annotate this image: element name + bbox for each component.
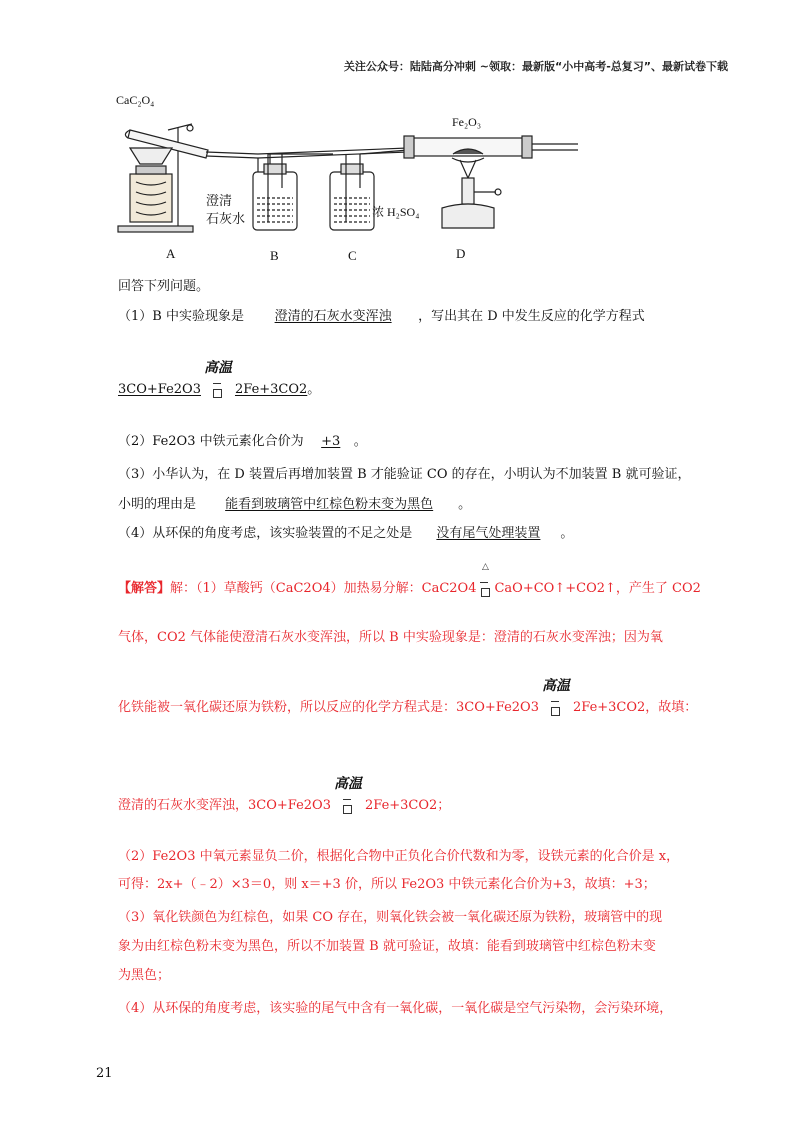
question-1 <box>118 305 645 324</box>
eq1-right: 2Fe+3CO2 <box>234 382 308 397</box>
label-a: A <box>166 246 176 261</box>
q2-end: 。 <box>353 434 367 449</box>
solution-line-8: 象为由红棕色粉末变为黑色，所以不加装置 B 就可验证，故填：能看到玻璃管中红棕色粉末变 <box>118 939 656 954</box>
solution-l1b: CaO+CO↑+CO2↑，产生了 CO2 <box>494 581 701 596</box>
eq1-end: 。 <box>307 382 321 397</box>
q3-answer: 能看到玻璃管中红棕色粉末变为黑色 <box>225 497 434 512</box>
eq1-cond-text: 高温 <box>203 360 232 376</box>
page-header: 关注公众号：陆陆高分冲刺 ~领取：最新版“小中高考-总复习”、最新试卷下载 <box>343 60 728 73</box>
q1-prefix: （1）B 中实验现象是 <box>118 309 244 324</box>
solution-line-4 <box>118 776 451 813</box>
q4-end: 。 <box>560 526 574 541</box>
q1-mid: ，写出其在 D 中发生反应的化学方程式 <box>418 309 645 324</box>
solution-tag: 【解答】 <box>118 581 171 596</box>
q4-answer: 没有尾气处理装置 <box>436 526 541 541</box>
solution-l4b: 2Fe+3CO2； <box>364 798 451 813</box>
l3-condition <box>539 678 573 711</box>
acid-label: 浓 H₂SO₄ <box>372 205 420 219</box>
q1-answer: 澄清的石灰水变浑浊 <box>274 309 392 324</box>
limewater-label-2: 石灰水 <box>206 211 246 226</box>
solution-line-7: （3）氧化铁颜色为红棕色，如果 CO 存在，则氧化铁会被一氧化碳还原为铁粉，玻璃管中的现 <box>118 910 663 925</box>
l1-cond-text: △ <box>482 562 489 572</box>
solution-l3a: 化铁能被一氧化碳还原为铁粉，所以反应的化学方程式是：3CO+Fe2O3 <box>118 700 539 715</box>
solution-line-3 <box>118 678 698 715</box>
l1-condition <box>476 562 494 592</box>
eq1-left: 3CO+Fe2O3 <box>118 382 201 397</box>
fe2o3-label: Fe₂O₃ <box>452 115 482 129</box>
question-3 <box>118 493 471 512</box>
label-b: B <box>270 248 279 263</box>
l3-cond-text: 高温 <box>541 678 570 694</box>
apparatus-figure <box>108 88 628 268</box>
solution-line-10: （4）从环保的角度考虑，该实验的尾气中含有一氧化碳，一氧化碳是空气污染物，会污染环境， <box>118 1001 673 1016</box>
q2-prefix: （2）Fe2O3 中铁元素化合价为 <box>118 434 304 449</box>
limewater-label-1: 澄清 <box>206 193 233 208</box>
solution-line-9: 为黑色； <box>118 968 171 983</box>
q2-answer: +3 <box>321 434 341 449</box>
question-4 <box>118 522 573 541</box>
l4-condition <box>331 776 365 809</box>
solution-l3b: 2Fe+3CO2，故填： <box>572 700 698 715</box>
solution-line-2: 气体，CO2 气体能使澄清石灰水变浑浊，所以 B 中实验现象是：澄清的石灰水变浑浊；因为氧 <box>118 630 663 645</box>
question-intro: 回答下列问题。 <box>118 279 210 294</box>
solution-l1a: 解：（1）草酸钙（CaC2O4）加热易分解：CaC2O4 <box>170 581 477 596</box>
label-c: C <box>348 248 357 263</box>
label-d: D <box>456 246 466 261</box>
solution-line-5: （2）Fe2O3 中氧元素显负二价，根据化合物中正负化合价代数和为零，设铁元素的化合价是 x， <box>118 849 680 864</box>
question-3-line-1: （3）小华认为，在 D 装置后再增加装置 B 才能验证 CO 的存在，小明认为不加装置 B 就可验证， <box>118 467 691 482</box>
q4-prefix: （4）从环保的角度考虑，该实验装置的不足之处是 <box>118 526 413 541</box>
q3-end: 。 <box>458 497 472 512</box>
cac2o4-label: CaC₂O₄ <box>116 93 155 107</box>
eq1-condition <box>201 360 235 393</box>
solution-line-1 <box>118 562 701 596</box>
equation-1 <box>118 360 321 397</box>
solution-line-6: 可得：2x+（﹣2）×3＝0，则 x＝+3 价，所以 Fe2O3 中铁元素化合价为+3，故填：+3； <box>118 877 656 892</box>
question-2 <box>118 430 367 449</box>
q3-prefix: 小明的理由是 <box>118 497 197 512</box>
l4-cond-text: 高温 <box>333 776 362 792</box>
page-number: 21 <box>96 1066 113 1081</box>
solution-l4a: 澄清的石灰水变浑浊，3CO+Fe2O3 <box>118 798 331 813</box>
